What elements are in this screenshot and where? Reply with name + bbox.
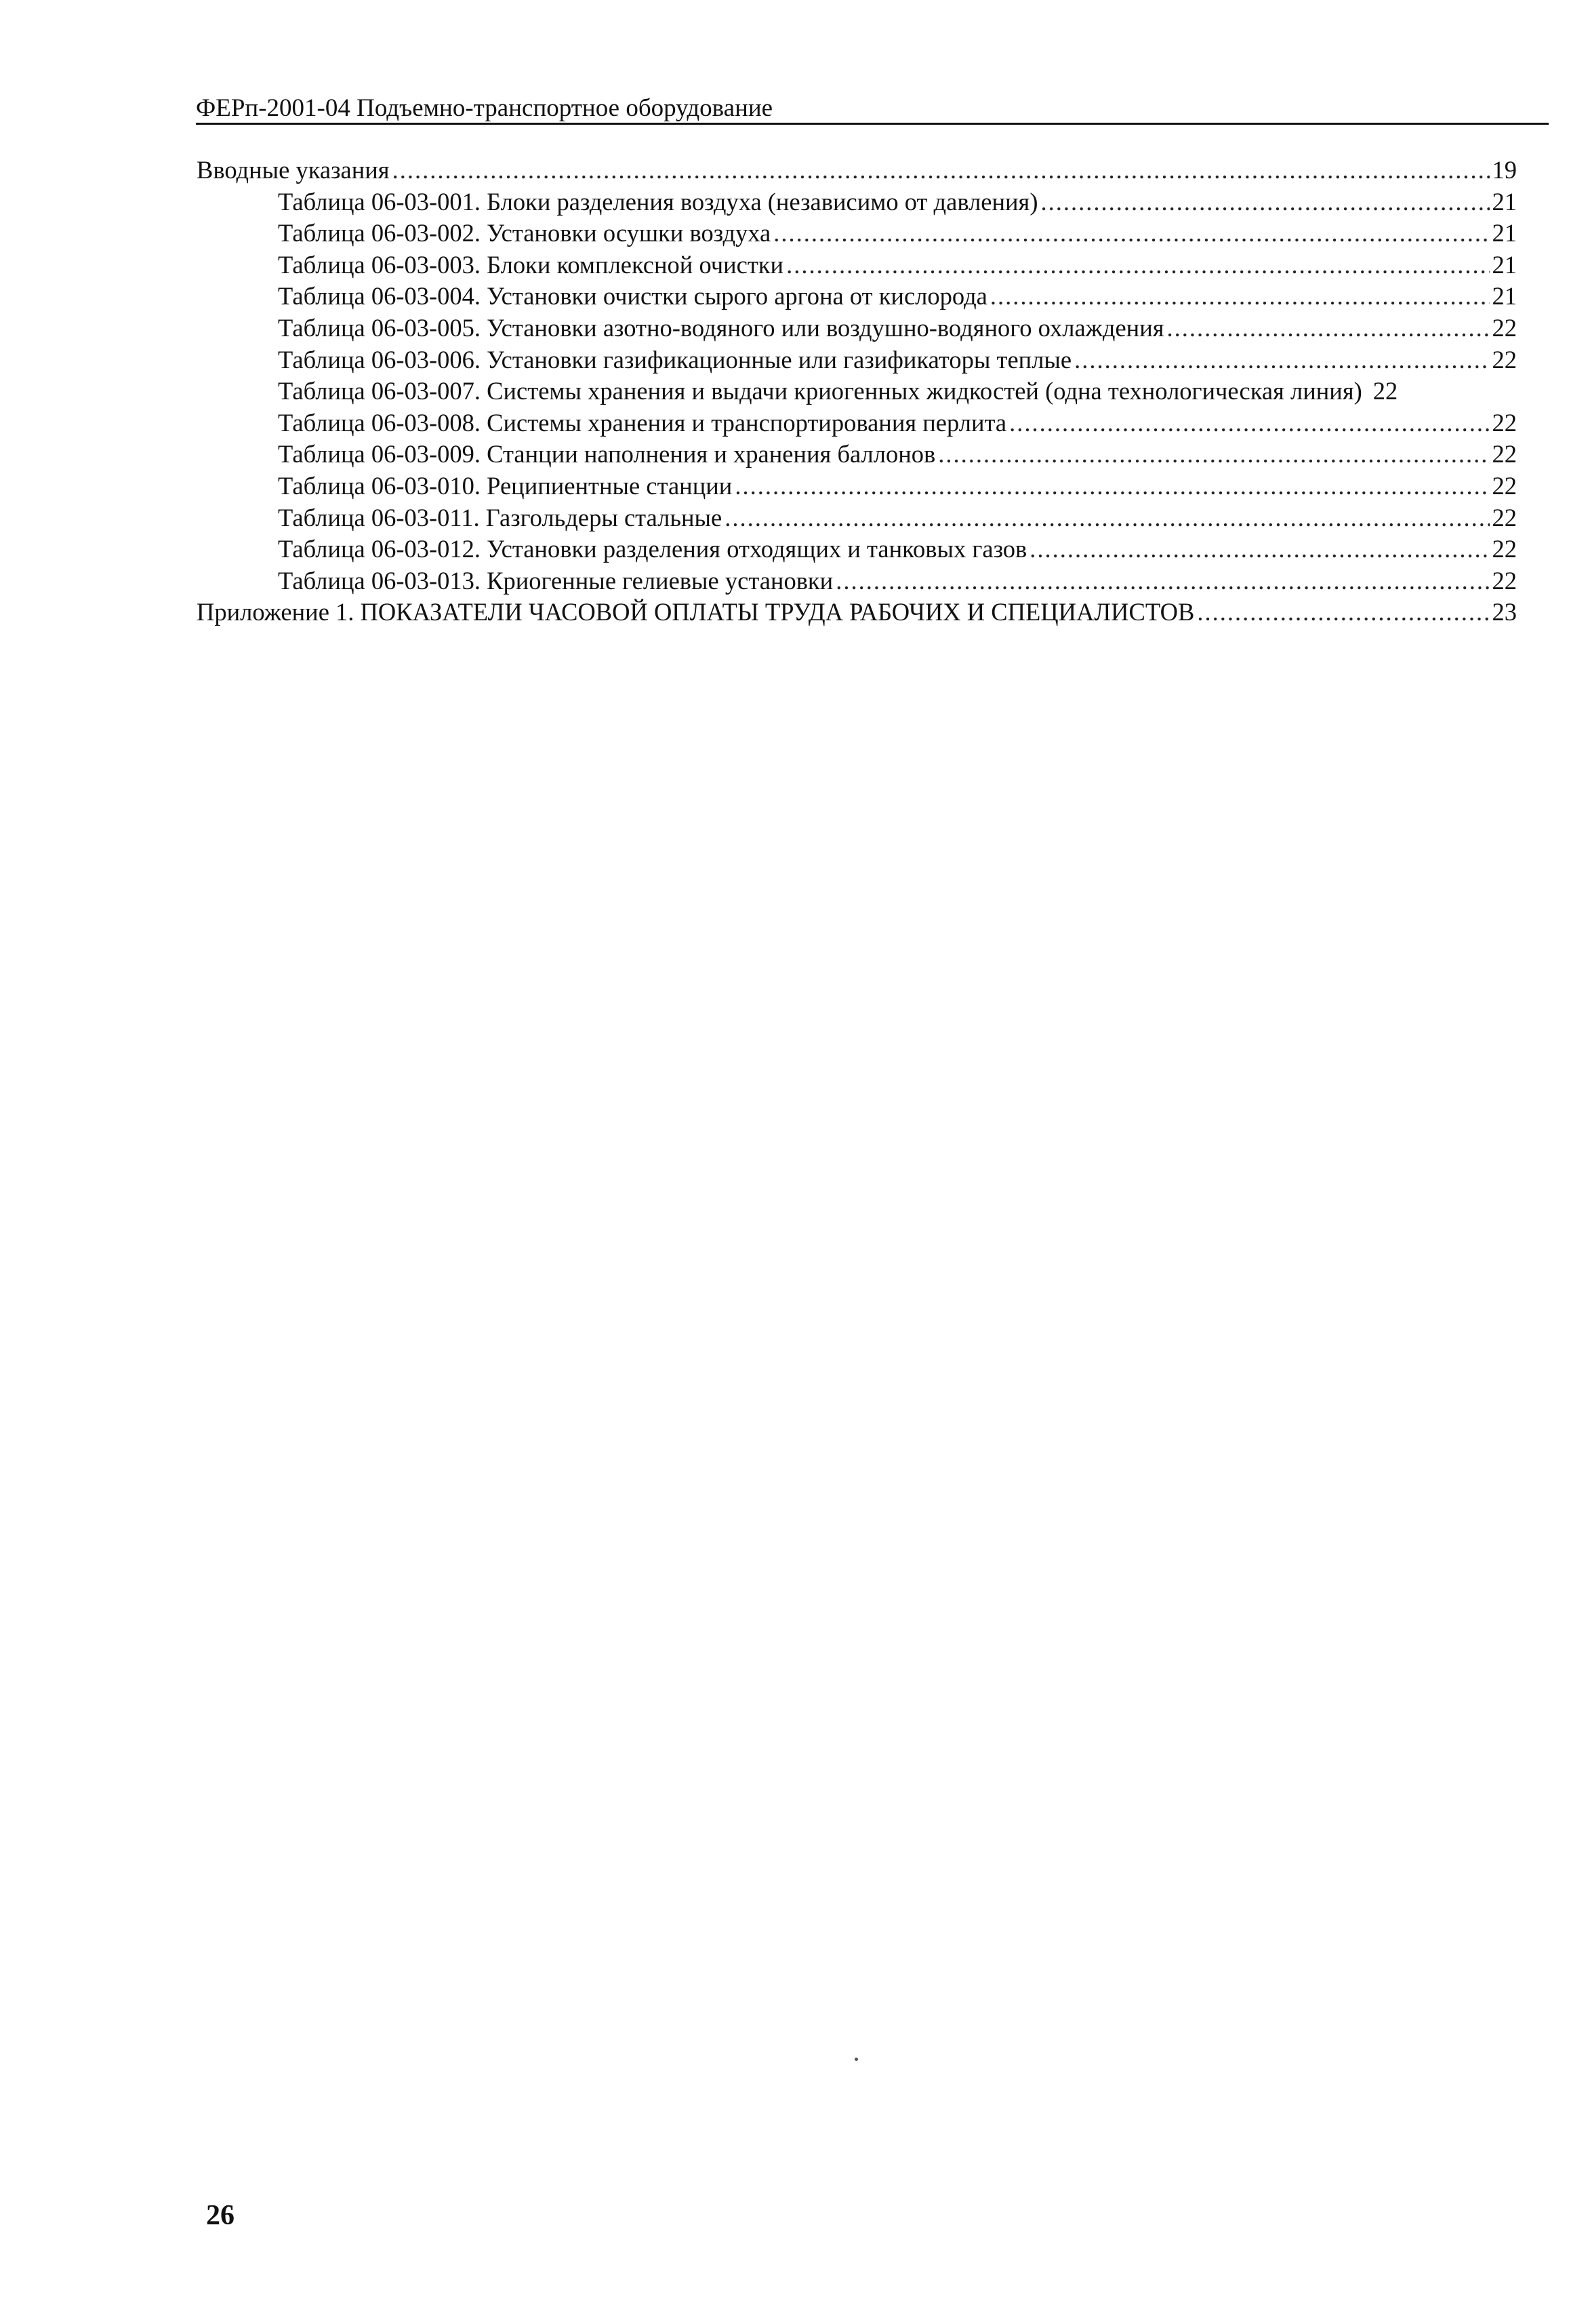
toc-entry[interactable] [197,534,1517,565]
toc-entry[interactable] [197,470,1517,502]
toc-entry-page: 21 [1492,219,1517,247]
toc-leader-dots [392,155,1490,186]
toc-entry[interactable] [197,249,1517,281]
toc-entry[interactable] [197,597,1517,628]
toc-entry[interactable] [197,281,1517,313]
toc-entry-page: 22 [1372,377,1398,405]
toc-leader-dots [786,249,1489,281]
toc-leader-dots [836,565,1489,597]
toc-leader-dots [725,502,1489,534]
toc-entry-label: Таблица 06-03-012. Установки разделения отходящих и танковых газов [278,535,1027,563]
toc-entry-label: Таблица 06-03-009. Станции наполнения и хранения баллонов [278,440,936,468]
toc-entry-label: Таблица 06-03-007. Системы хранения и выдачи криогенных жидкостей (одна технологическая линия) [278,377,1362,405]
toc-entry-label: Таблица 06-03-010. Реципиентные станции [278,471,733,500]
toc-entry-page: 22 [1492,345,1517,374]
scan-speck [855,2058,858,2061]
toc-leader-dots [1041,186,1490,218]
toc-entry-label: Таблица 06-03-004. Установки очистки сырого аргона от кислорода [278,282,987,310]
toc-entry[interactable] [197,186,1517,218]
toc-entry-label: Таблица 06-03-008. Системы хранения и транспортирования перлита [278,408,1007,437]
toc-entry-label: Таблица 06-03-006. Установки газификационные или газификаторы теплые [278,345,1072,374]
toc-entry[interactable] [197,218,1517,249]
toc-leader-dots [773,218,1489,249]
toc-entry-label: Приложение 1. ПОКАЗАТЕЛИ ЧАСОВОЙ ОПЛАТЫ ТРУДА РАБОЧИХ И СПЕЦИАЛИСТОВ [197,598,1195,626]
toc-leader-dots [1167,313,1490,344]
toc-leader-dots [1074,344,1489,376]
toc-entry-page: 22 [1492,535,1517,563]
toc-entry[interactable] [197,313,1517,344]
toc-leader-dots [1009,407,1489,439]
toc-entry[interactable] [197,376,1517,407]
toc-entry-page: 22 [1492,471,1517,500]
toc-entry[interactable] [197,502,1517,534]
toc-leader-dots [990,281,1490,313]
table-of-contents [197,155,1517,628]
toc-entry-page: 21 [1492,250,1517,279]
toc-entry-label: Таблица 06-03-011. Газгольдеры стальные [278,503,722,532]
toc-entry[interactable] [197,439,1517,470]
toc-entry-page: 22 [1492,313,1517,342]
toc-entry-label: Таблица 06-03-013. Криогенные гелиевые установки [278,566,834,595]
toc-entry-label: Таблица 06-03-003. Блоки комплексной очистки [278,250,784,279]
toc-entry-page: 19 [1492,156,1517,184]
toc-entry-label: Таблица 06-03-002. Установки осушки воздуха [278,219,771,247]
page-number: 26 [206,2200,235,2231]
toc-entry-label: Таблица 06-03-001. Блоки разделения воздуха (независимо от давления) [278,187,1038,216]
toc-entry-page: 22 [1492,408,1517,437]
toc-entry[interactable] [197,155,1517,186]
toc-entry-page: 22 [1492,566,1517,595]
toc-entry-page: 21 [1492,187,1517,216]
toc-entry[interactable] [197,565,1517,597]
toc-entry[interactable] [197,407,1517,439]
toc-entry-page: 23 [1492,598,1517,626]
toc-entry-page: 21 [1492,282,1517,310]
toc-leader-dots [1197,597,1489,628]
toc-entry-label: Вводные указания [197,156,390,184]
toc-entry[interactable] [197,344,1517,376]
toc-entry-label: Таблица 06-03-005. Установки азотно-водяного или воздушно-водяного охлаждения [278,313,1164,342]
document-title: ФЕРп-2001-04 Подъемно-транспортное оборудование [196,94,773,122]
toc-leader-dots [1030,534,1489,565]
toc-leader-dots [938,439,1489,470]
running-header [196,95,1549,125]
toc-leader-dots [735,470,1489,502]
toc-entry-page: 22 [1492,503,1517,532]
toc-entry-page: 22 [1492,440,1517,468]
